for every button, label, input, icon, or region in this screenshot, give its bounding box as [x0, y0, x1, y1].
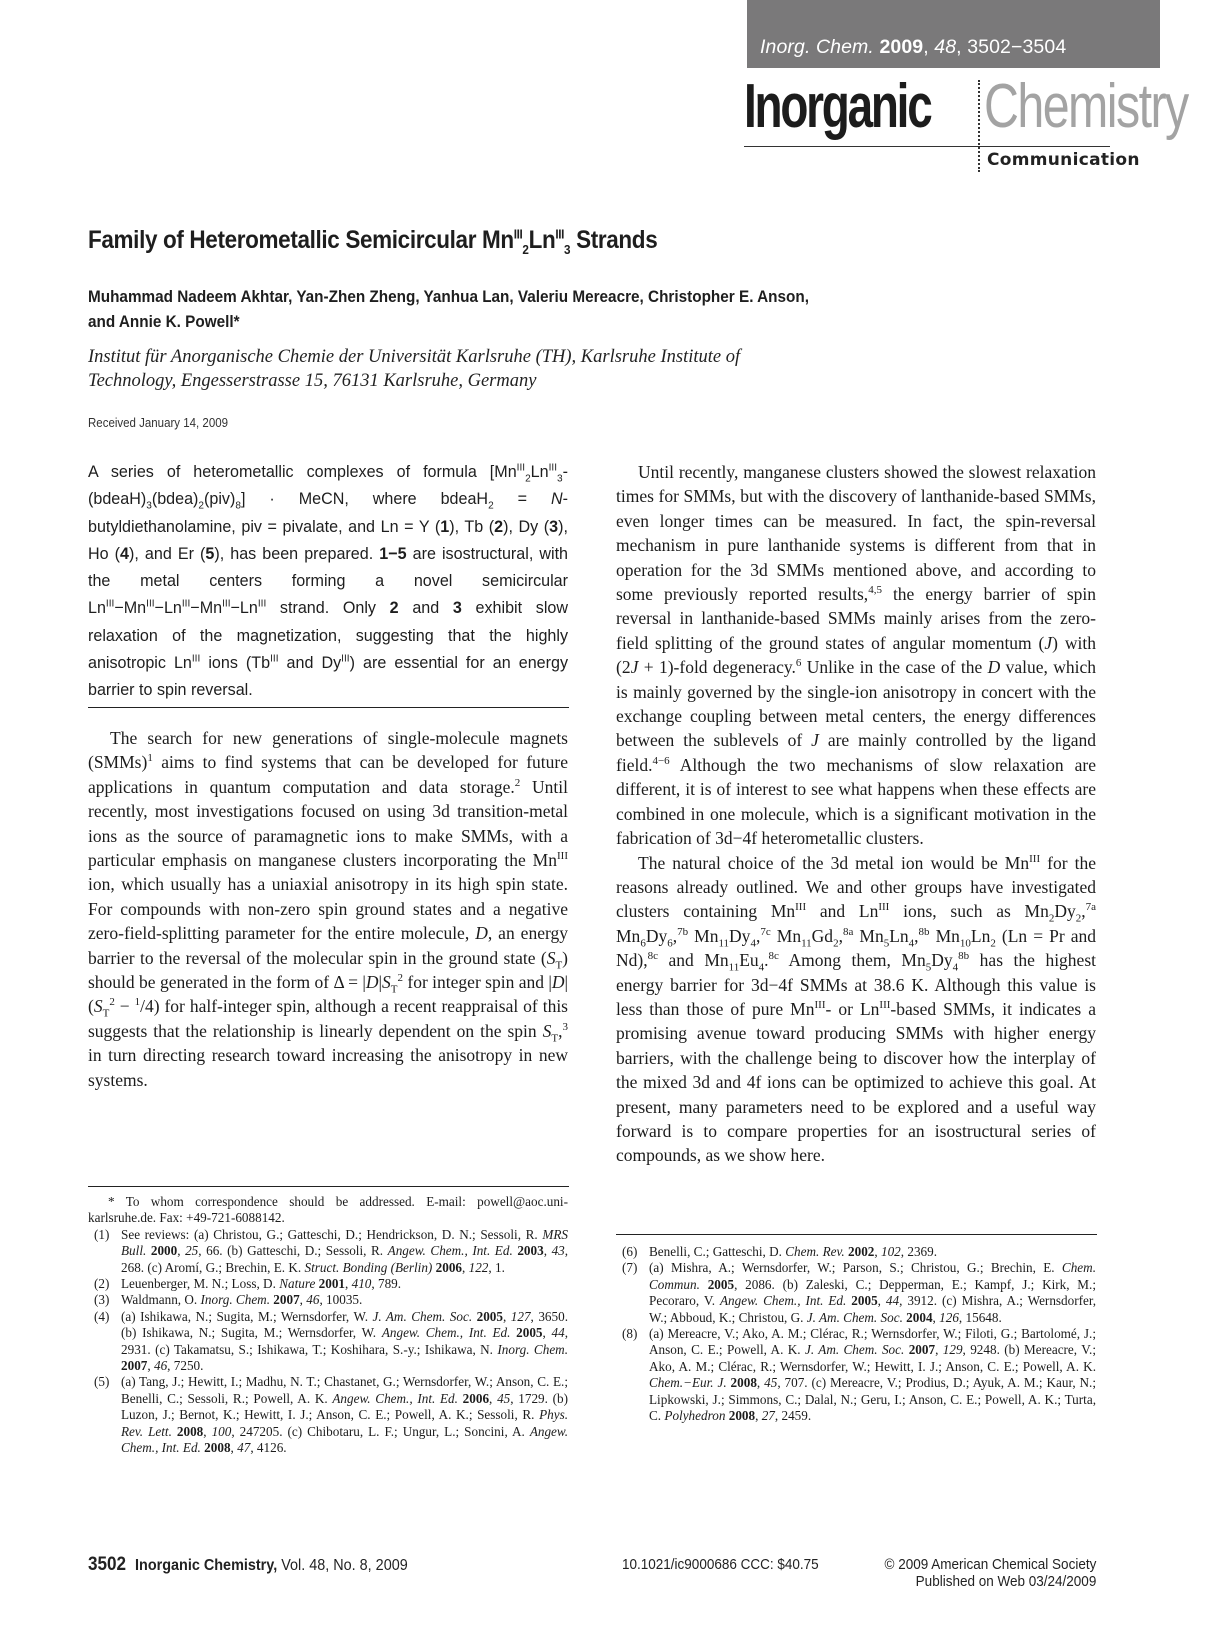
- reference-number: (6): [622, 1244, 638, 1259]
- title-subscript: 2: [522, 242, 529, 257]
- abstract: A series of heterometallic complexes of formula $[Mn^{III}_2Ln^{III}_3-(bdeaH)_3(bdea)_2(piv)_8]$ · MeCN, where bdeaH$_2$ = N-butyldiethanolamine, piv = pivalate, and Ln = Y (1), Tb (2), Dy (3), Ho (4), and Er (5), has been prepared. 1−5 are isostructural, with the metal centers forming a novel semicircular $Ln^{III}-Mn^{III}-Ln^{III}-Mn^{III}-Ln^{III}$ strand. Only 2 and 3 exhibit slow relaxation of the magnetization, suggesting that the highly anisotropic $Ln^{III}$ ions ($Tb^{III}$ and $Dy^{III}$) are essential for an energy barrier to spin reversal.: [88, 461, 569, 700]
- page-footer-left: [88, 1554, 408, 1576]
- reference-item: [88, 1276, 568, 1292]
- footnote-divider-left: [88, 1186, 569, 1187]
- affiliation: [88, 345, 868, 393]
- affiliation-line: Technology, Engesserstrasse 15, 76131 Karlsruhe, Germany: [88, 371, 537, 391]
- reference-list: [88, 1227, 568, 1457]
- masthead-inorganic: Inorganic: [744, 72, 931, 141]
- reference-text: (a) Ishikawa, N.; Sugita, M.; Wernsdorfer, W. J. Am. Chem. Soc. 2005, 127, 3650. (b) Ishikawa, N.; Sugita, M.; Wernsdorfer, W. Angew. Chem., Int. Ed. 2005, 44, 2931. (c) Takamatsu, S.; Ishikawa, T.; Koshihara, S.-y.; Ishikawa, N. Inorg. Chem. 2007, 46, 7250.: [121, 1308, 569, 1374]
- title-superscript: III: [513, 226, 523, 242]
- masthead-rule: [744, 146, 1110, 147]
- citation-ref: 1: [147, 752, 153, 765]
- copyright: © 2009 American Chemical Society: [884, 1556, 1096, 1573]
- affiliation-line: Institut für Anorganische Chemie der Universität Karlsruhe (TH), Karlsruhe Institute of: [88, 347, 741, 367]
- reference-text: (a) Mishra, A.; Wernsdorfer, W.; Parson, S.; Christou, G.; Brechin, E. Chem. Commun. 2005, 2086. (b) Zaleski, C.; Depperman, E.; Kampf, J.; Kirk, M.; Pecoraro, V. Angew. Chem., Int. Ed. 2005, 44, 3912. (c) Mishra, A.; Wernsdorfer, W.; Abboud, K.; Christou, G. J. Am. Chem. Soc. 2004, 126, 15648.: [649, 1260, 1097, 1325]
- reference-item: [616, 1326, 1096, 1424]
- reference-item: [88, 1309, 568, 1375]
- reference-text: Leuenberger, M. N.; Loss, D. Nature 2001, 410, 789.: [121, 1276, 402, 1292]
- reference-item: [88, 1374, 568, 1456]
- body-column-right: [616, 460, 1096, 1168]
- page-footer-right: [884, 1556, 1096, 1590]
- journal-masthead-logo: [742, 72, 1188, 172]
- footnotes-right: [616, 1244, 1096, 1424]
- title-superscript: III: [555, 226, 565, 242]
- reference-number: (4): [94, 1308, 110, 1324]
- article-type-label: Communication: [987, 150, 1140, 170]
- published-date: Published on Web 03/24/2009: [915, 1573, 1096, 1590]
- footer-issue: Vol. 48, No. 8, 2009: [277, 1557, 408, 1574]
- citation-ref: 6: [795, 657, 802, 670]
- reference-number: (8): [622, 1326, 638, 1342]
- authors-line: Muhammad Nadeem Akhtar, Yan-Zhen Zheng, Yanhua Lan, Valeriu Mereacre, Christopher E. Anson,: [88, 287, 809, 306]
- reference-text: (a) Tang, J.; Hewitt, I.; Madhu, N. T.; Chastanet, G.; Wernsdorfer, W.; Anson, C. E.; Benelli, C.; Sessoli, R.; Powell, A. K. Angew. Chem., Int. Ed. 2006, 45, 1729. (b) Luzon, J.; Bernot, K.; Hewitt, I. J.; Anson, C. E.; Powell, A. K.; Sessoli, R. Phys. Rev. Lett. 2008, 100, 247205. (c) Chibotaru, L. F.; Ungur, L.; Soncini, A. Angew. Chem., Int. Ed. 2008, 47, 4126.: [121, 1374, 569, 1456]
- reference-list: [616, 1244, 1096, 1424]
- reference-item: [88, 1292, 568, 1308]
- authors-line: and Annie K. Powell*: [88, 312, 240, 331]
- journal-citation: Inorg. Chem. 2009, 48, 3502−3504: [760, 36, 1067, 58]
- paragraph: Until recently, manganese clusters showed the slowest relaxation times for SMMs, but with the discovery of lanthanide-based SMMs, even longer times can be measured. In fact, the spin-reversal mechanism in pure lanthanide systems is different from that in operation for the 3d SMMs mentioned above, and according to some previously reported results,$^{4,5}$ the energy barrier of spin reversal in lanthanide-based SMMs mainly arises from the zero-field splitting of the ground states of angular momentum (J) with (2J + 1)-fold degeneracy.$^6$ Unlike in the case of the D value, which is mainly governed by the single-ion anisotropy in concert with the exchange coupling between metal centers, the energy differences between the sublevels of J are mainly controlled by the ligand field.$^{4-6}$ Although the two mechanisms of slow relaxation are different, it is of interest to see what happens when these effects are combined in one molecule, which is a significant motivation in the fabrication of 3d−4f heterometallic clusters.: [616, 462, 1096, 849]
- title-text: Ln: [528, 226, 556, 254]
- abstract-divider: [88, 707, 569, 708]
- received-date: Received January 14, 2009: [88, 416, 229, 430]
- citation-ref: 4,5: [868, 584, 882, 597]
- reference-text: See reviews: (a) Christou, G.; Gatteschi, D.; Hendrickson, D. N.; Sessoli, R. MRS Bull. 2000, 25, 66. (b) Gatteschi, D.; Sessoli, R. Angew. Chem., Int. Ed. 2003, 43, 268. (c) Aromí, G.; Brechin, E. K. Struct. Bonding (Berlin) 2006, 122, 1.: [121, 1226, 569, 1275]
- page-number: 3502: [88, 1554, 127, 1575]
- footer-journal: Inorganic Chemistry,: [135, 1557, 278, 1574]
- citation-ref: 4−6: [652, 755, 670, 768]
- masthead-dotted-divider: [978, 80, 982, 172]
- correspondence-note: * To whom correspondence should be addressed. E-mail: powell@aoc.uni-karlsruhe.de. Fax: +49-721-6088142.: [88, 1194, 568, 1226]
- footnote-divider-right: [616, 1234, 1097, 1235]
- reference-number: (2): [94, 1276, 110, 1292]
- title-text: Strands: [570, 226, 658, 254]
- reference-item: [88, 1227, 568, 1276]
- reference-text: Benelli, C.; Gatteschi, D. Chem. Rev. 2002, 102, 2369.: [649, 1244, 938, 1259]
- citation-pages: 3502−3504: [967, 36, 1067, 58]
- reference-text: Waldmann, O. Inorg. Chem. 2007, 46, 10035.: [121, 1292, 363, 1308]
- reference-text: (a) Mereacre, V.; Ako, A. M.; Clérac, R.; Wernsdorfer, W.; Filoti, G.; Bartolomé, J.; Anson, C. E.; Powell, A. K. J. Am. Chem. Soc. 2007, 129, 9248. (b) Mereacre, V.; Ako, A. M.; Clérac, R.; Wernsdorfer, W.; Hewitt, I. J.; Anson, C. E.; Powell, A. K. Chem.−Eur. J. 2008, 45, 707. (c) Mereacre, V.; Prodius, D.; Ayuk, A. M.; Kaur, N.; Lipkowski, J.; Simmons, C.; Dalal, N.; Geru, I.; Anson, C. E.; Powell, A. K.; Turta, C. Polyhedron 2008, 27, 2459.: [649, 1326, 1097, 1424]
- citation-volume: 48: [934, 36, 957, 58]
- reference-number: (3): [94, 1292, 110, 1308]
- citation-journal: Inorg. Chem.: [760, 36, 874, 58]
- reference-number: (7): [622, 1260, 638, 1276]
- reference-number: (5): [94, 1374, 110, 1390]
- article-title: [88, 226, 657, 257]
- citation-ref: 3: [562, 1021, 568, 1034]
- citation-ref: 2: [514, 776, 521, 789]
- reference-number: (1): [94, 1226, 110, 1242]
- title-text: Family of Heterometallic Semicircular Mn: [88, 226, 514, 254]
- author-list: [88, 284, 898, 334]
- doi-ccc: 10.1021/ic9000686 CCC: $40.75: [622, 1556, 819, 1573]
- masthead-chemistry: Chemistry: [984, 72, 1188, 141]
- footnotes-left: [88, 1194, 568, 1457]
- reference-item: [616, 1260, 1096, 1326]
- paragraph: The search for new generations of single-molecule magnets (SMMs)$^1$ aims to find systems that can be developed for future applications in quantum computation and data storage.$^2$ Until recently, most investigations focused on using 3d transition-metal ions as the source of paramagnetic ions to make SMMs, with a particular emphasis on manganese clusters incorporating the $Mn^{III}$ ion, which usually has a uniaxial anisotropy in its high spin state. For compounds with non-zero spin ground states and a negative zero-field-splitting parameter for the entire molecule, D, an energy barrier to the reversal of the molecular spin in the ground state $(S_T)$ should be generated in the form of $\Delta = |D|S_T^2$ for integer spin and $|D|(S_T^2 - ^1/4)$ for half-integer spin, although a recent reappraisal of this suggests that the relationship is linearly dependent on the spin $S_T,^3$ in turn directing research toward increasing the anisotropy in new systems.: [88, 728, 569, 1090]
- citation-year: 2009: [879, 36, 924, 58]
- reference-item: [616, 1244, 1096, 1260]
- title-subscript: 3: [564, 242, 571, 257]
- paragraph: The natural choice of the 3d metal ion would be $Mn^{III}$ for the reasons already outlined. We and other groups have investigated clusters containing $Mn^{III}$ and $Ln^{III}$ ions, such as $Mn_2Dy_2,^{7a}$ $Mn_6Dy_6,^{7b}$ $Mn_{11}Dy_4,^{7c}$ $Mn_{11}Gd_2,^{8a}$ $Mn_5Ln_4,^{8b}$ $Mn_{10}Ln_2$ (Ln = Pr and Nd),$^{8c}$ and $Mn_{11}Eu_4.^{8c}$ Among them, $Mn_5Dy_4^{8b}$ has the highest energy barrier for 3d−4f SMMs at 38.6 K. Although this value is less than those of pure $Mn^{III}-$ or $Ln^{III}$-based SMMs, it indicates a promising avenue toward producing SMMs with higher energy barriers, with the challenge being to discover how the interplay of the mixed 3d and 4f ions can be optimized to achieve this goal. At present, many parameters need to be explored and a useful way forward is to compare properties for an isostructural series of compounds, as we show here.: [616, 852, 1097, 1166]
- body-column-left: [88, 726, 568, 1092]
